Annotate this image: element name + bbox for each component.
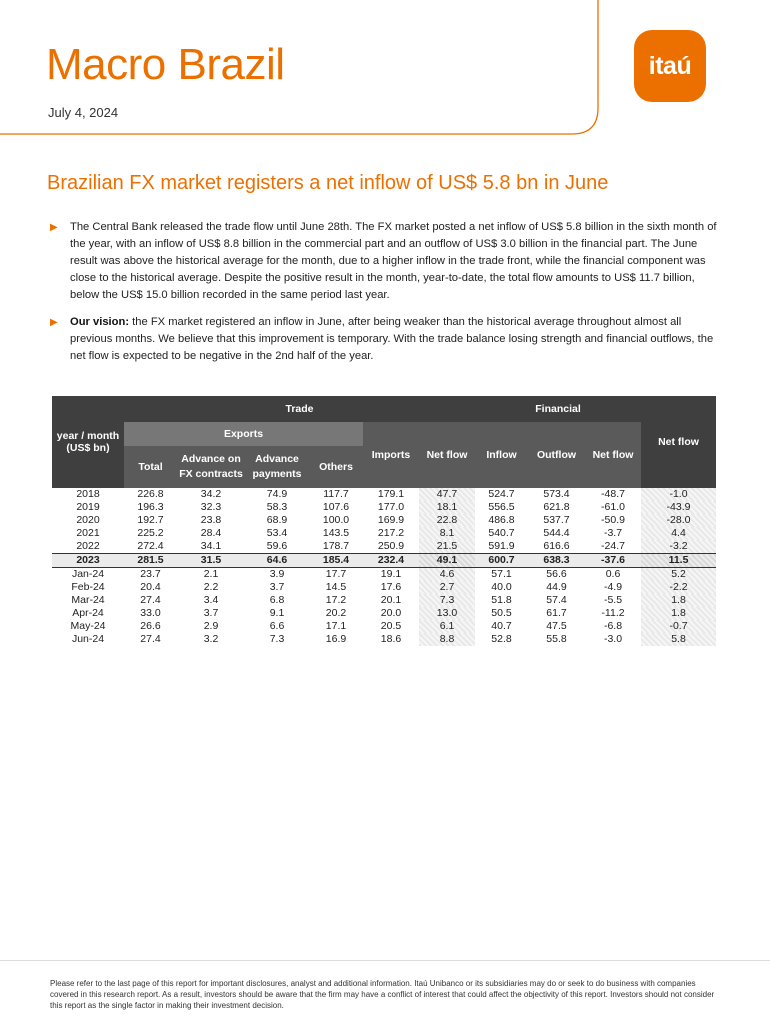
table-cell: 1.8 <box>641 594 716 607</box>
table-cell: 9.1 <box>269 607 285 619</box>
header-trade: Trade <box>124 396 475 422</box>
table-cell: 55.8 <box>546 633 567 645</box>
table-cell: 11.5 <box>641 554 716 568</box>
header-financial: Financial <box>475 396 641 422</box>
table-row <box>52 633 716 646</box>
table-cell: 616.6 <box>543 540 570 552</box>
table-cell: 40.0 <box>491 581 512 593</box>
header-exports: Exports <box>124 422 363 446</box>
table-cell: -3.7 <box>603 527 623 539</box>
table-cell: 3.7 <box>269 581 285 593</box>
table-cell: 281.5 <box>124 554 177 568</box>
table-cell: 23.7 <box>140 568 161 580</box>
header-year-month: year / month (US$ bn) <box>52 396 124 488</box>
table-cell: 34.2 <box>200 488 222 500</box>
bullet-text: Our vision: the FX market registered an inflow in June, after being weaker than the historical average throughout almost all previous months. We believe that this improvement is temporary. With the trade balance losing strength and financial outflows, the net flow is expected to be negative in the 2nd half of the year. <box>70 316 714 362</box>
table-cell: 179.1 <box>377 488 405 500</box>
table-cell: 44.9 <box>546 581 567 593</box>
table-cell: 6.1 <box>419 620 475 633</box>
row-label: 2021 <box>76 527 100 539</box>
table-cell: 226.8 <box>137 488 164 500</box>
table-cell: 3.4 <box>203 594 219 606</box>
table-row <box>52 527 716 540</box>
table-cell: -1.0 <box>641 488 716 501</box>
table-cell: 185.4 <box>309 554 363 568</box>
table-row <box>52 488 716 501</box>
table-cell: -43.9 <box>641 501 716 514</box>
table-cell: 600.7 <box>475 554 528 568</box>
header-advance-payments: Advance payments <box>245 446 309 488</box>
header-net-flow: Net flow <box>641 396 716 488</box>
table-cell: 272.4 <box>137 540 164 552</box>
table-cell: 6.6 <box>269 620 285 632</box>
table-cell: -61.0 <box>601 501 625 513</box>
table-cell: 2.1 <box>203 568 219 580</box>
table-cell: -2.2 <box>641 581 716 594</box>
triangle-bullet-icon: ▶ <box>50 317 58 328</box>
table-row <box>52 607 716 620</box>
table-cell: 8.8 <box>419 633 475 646</box>
table-cell: 3.9 <box>269 568 285 580</box>
disclaimer-footer: Please refer to the last page of this report for important disclosures, analyst and additional information. Itaú Unibanco or its subsidiaries may do or seek to do business with companies covered in this research report. As a result, investors should be aware that the firm may have a conflict of interest that could affect the objectivity of this report. Investors should not consider this report as the single factor in making their investment decision. <box>50 979 715 1010</box>
row-label: 2023 <box>52 554 124 568</box>
table-cell: 17.6 <box>380 581 402 593</box>
table-cell: 50.5 <box>491 607 512 619</box>
header-others: Others <box>309 446 363 488</box>
table-cell: 34.1 <box>200 540 222 552</box>
table-cell: 5.2 <box>641 568 716 582</box>
table-cell: 2.2 <box>203 581 219 593</box>
table-cell: 225.2 <box>137 527 164 539</box>
table-cell: 540.7 <box>488 527 515 539</box>
table-cell: -0.7 <box>641 620 716 633</box>
table-row <box>52 594 716 607</box>
table-cell: -28.0 <box>641 514 716 527</box>
table-cell: 6.8 <box>269 594 285 606</box>
table-cell: 556.5 <box>488 501 515 513</box>
table-cell: 3.7 <box>203 607 219 619</box>
table-cell: 178.7 <box>322 540 350 552</box>
table-cell: 2.9 <box>203 620 219 632</box>
table-cell: 53.4 <box>266 527 288 539</box>
table-cell: 20.0 <box>380 607 402 619</box>
table-cell: -5.5 <box>603 594 623 606</box>
table-cell: 20.1 <box>380 594 402 606</box>
table-cell: 192.7 <box>137 514 164 526</box>
table-cell: 27.4 <box>140 594 161 606</box>
header-financial-net-flow: Net flow <box>585 422 641 488</box>
table-cell: 5.8 <box>641 633 716 646</box>
table-cell: 32.3 <box>200 501 222 513</box>
table-cell: 18.6 <box>380 633 402 645</box>
header-advance-fx: Advance on FX contracts <box>177 446 245 488</box>
fx-flow-table <box>52 396 716 646</box>
table-row <box>52 581 716 594</box>
table-cell: -50.9 <box>601 514 625 526</box>
table-cell: -48.7 <box>601 488 625 500</box>
table-cell: 217.2 <box>377 527 405 539</box>
table-cell: 2.7 <box>419 581 475 594</box>
table-cell: 49.1 <box>419 554 475 568</box>
table-row <box>52 568 716 582</box>
table-row <box>52 501 716 514</box>
row-label: 2020 <box>76 514 100 526</box>
table-cell: 21.5 <box>419 540 475 554</box>
table-cell: 58.3 <box>266 501 288 513</box>
table-cell: 47.7 <box>419 488 475 501</box>
bullet-list <box>50 219 722 375</box>
row-label: Jun-24 <box>71 633 105 645</box>
table-cell: 20.2 <box>325 607 347 619</box>
bullet-item <box>50 219 722 304</box>
row-label: Jan-24 <box>71 568 105 580</box>
header-inflow: Inflow <box>475 422 528 488</box>
table-cell: 573.4 <box>543 488 570 500</box>
table-cell: -11.2 <box>601 607 625 619</box>
table-cell: 621.8 <box>543 501 570 513</box>
table-cell: 74.9 <box>266 488 288 500</box>
table-row <box>52 554 716 568</box>
table-cell: 169.9 <box>377 514 405 526</box>
table-cell: -24.7 <box>601 540 625 552</box>
table-cell: 56.6 <box>546 568 567 580</box>
table-cell: 7.3 <box>269 633 285 645</box>
table-cell: 64.6 <box>245 554 309 568</box>
row-label: Feb-24 <box>71 581 105 593</box>
table-cell: 31.5 <box>177 554 245 568</box>
table-cell: 524.7 <box>488 488 515 500</box>
table-cell: 51.8 <box>491 594 512 606</box>
row-label: Apr-24 <box>72 607 104 619</box>
table-cell: 638.3 <box>528 554 585 568</box>
table-cell: 14.5 <box>325 581 347 593</box>
row-label: 2018 <box>76 488 100 500</box>
table-cell: 18.1 <box>419 501 475 514</box>
table-cell: 100.0 <box>322 514 350 526</box>
table-cell: 7.3 <box>419 594 475 607</box>
table-cell: -4.9 <box>603 581 623 593</box>
header-total: Total <box>124 446 177 488</box>
table-cell: 23.8 <box>200 514 222 526</box>
table-cell: 143.5 <box>322 527 350 539</box>
table-cell: 232.4 <box>363 554 419 568</box>
triangle-bullet-icon: ▶ <box>50 222 58 233</box>
table-cell: 19.1 <box>380 568 402 580</box>
table-cell: 4.6 <box>419 568 475 582</box>
table-cell: 13.0 <box>419 607 475 620</box>
table-cell: 486.8 <box>488 514 515 526</box>
table-cell: 3.2 <box>203 633 219 645</box>
document-title: Macro Brazil <box>46 40 285 89</box>
table-cell: 28.4 <box>200 527 222 539</box>
table-cell: 26.6 <box>140 620 161 632</box>
table-cell: 47.5 <box>546 620 567 632</box>
table-cell: 0.6 <box>605 568 621 580</box>
header-outflow: Outflow <box>528 422 585 488</box>
table-cell: 57.4 <box>546 594 567 606</box>
table-row <box>52 540 716 554</box>
table-cell: 8.1 <box>419 527 475 540</box>
report-headline: Brazilian FX market registers a net inflow of US$ 5.8 bn in June <box>47 172 609 194</box>
table-cell: 40.7 <box>491 620 512 632</box>
table-cell: 20.4 <box>140 581 161 593</box>
table-cell: 20.5 <box>380 620 402 632</box>
table-cell: 250.9 <box>377 540 405 552</box>
table-cell: 591.9 <box>488 540 515 552</box>
document-date: July 4, 2024 <box>48 105 119 120</box>
table-cell: 59.6 <box>266 540 288 552</box>
table-cell: 17.1 <box>325 620 347 632</box>
bullet-text: The Central Bank released the trade flow until June 28th. The FX market posted a net inflow of US$ 5.8 billion in the sixth month of the year, with an inflow of US$ 8.8 billion in the commercial part and an outflow of US$ 3.0 billion in the financial part. The June result was above the historical average for the month, due to a higher inflow in the trade front, while the financial component was close to the historical average. Despite the positive result in the month, year-to-date, the total flow amounts to US$ 11.7 billion, below the US$ 15.0 billion recorded in the same period last year. <box>70 221 717 301</box>
table-cell: 52.8 <box>491 633 512 645</box>
table-cell: -3.0 <box>603 633 623 645</box>
table-row <box>52 514 716 527</box>
logo-text: itaú <box>648 51 692 80</box>
table-cell: 27.4 <box>140 633 161 645</box>
footer-divider <box>0 960 770 961</box>
table-cell: 17.7 <box>325 568 347 580</box>
table-cell: -3.2 <box>641 540 716 554</box>
header-imports: Imports <box>363 422 419 488</box>
table-cell: 537.7 <box>543 514 570 526</box>
table-cell: 22.8 <box>419 514 475 527</box>
table-cell: 117.7 <box>323 488 349 500</box>
table-cell: -6.8 <box>603 620 623 632</box>
table-cell: 107.6 <box>322 501 350 513</box>
table-cell: -37.6 <box>585 554 641 568</box>
table-cell: 177.0 <box>377 501 405 513</box>
table-cell: 1.8 <box>641 607 716 620</box>
table-cell: 16.9 <box>325 633 347 645</box>
table-cell: 57.1 <box>491 568 512 580</box>
table-cell: 196.3 <box>137 501 164 513</box>
table-cell: 61.7 <box>546 607 567 619</box>
table-body <box>52 488 716 646</box>
table-cell: 544.4 <box>543 527 570 539</box>
table-cell: 68.9 <box>266 514 288 526</box>
table-cell: 17.2 <box>325 594 347 606</box>
row-label: May-24 <box>70 620 106 632</box>
row-label: 2019 <box>76 501 100 513</box>
row-label: Mar-24 <box>71 594 105 606</box>
header-trade-net-flow: Net flow <box>419 422 475 488</box>
bullet-item <box>50 314 722 365</box>
row-label: 2022 <box>76 540 100 552</box>
table-cell: 4.4 <box>641 527 716 540</box>
table-cell: 33.0 <box>140 607 161 619</box>
table-row <box>52 620 716 633</box>
itau-logo <box>634 30 706 102</box>
